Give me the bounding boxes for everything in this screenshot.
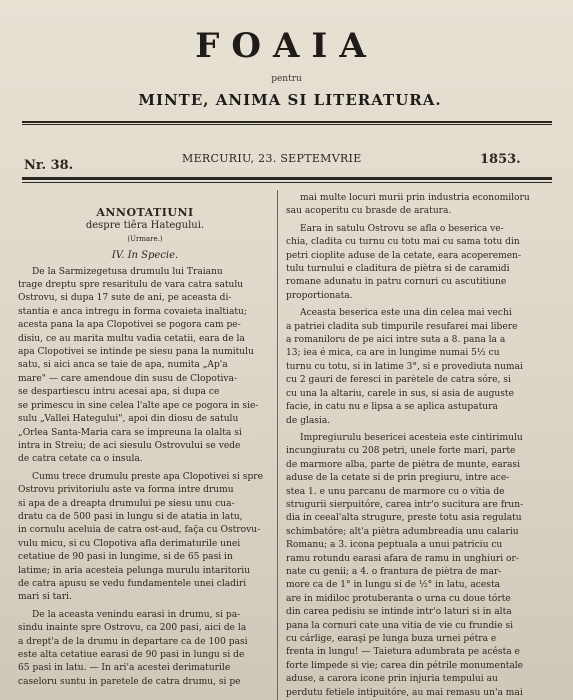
text-line: perdutu fetiele intipuitóre, au mai remasu un'a mai bbox=[286, 687, 523, 698]
text-line: 65 pasi in latu. — In ari'a acestei derimaturile bbox=[18, 663, 231, 674]
paragraph bbox=[286, 192, 540, 219]
text-line: apa Clopotivei se intinde pe siesu pana la numitulu bbox=[18, 347, 254, 358]
text-line: Eara in satulu Ostrovu se afla o beserica ve- bbox=[300, 223, 504, 234]
text-line: strugurii sierpuitóre, carea intr'o sucitura are frun- bbox=[286, 499, 524, 510]
text-line: latime; in aria acesteia pelunga murulu intaritoriu bbox=[18, 565, 250, 576]
issue-date: MERCURIU, 23. SEPTEMVRIE bbox=[182, 152, 362, 165]
text-line: intra in Streiu; de aci siesulu Ostrovului se vede bbox=[18, 440, 241, 451]
text-line: sau acoperitu cu brasde de aratura. bbox=[286, 206, 452, 217]
text-line: tulu turnului e claditura de piètra si de caramidi bbox=[286, 264, 510, 275]
text-line: petri cioplite aduse de la cetate, eara acoperemen- bbox=[286, 250, 522, 261]
text-line: De la Sarmizegetusa drumulu lui Traianu bbox=[32, 266, 223, 277]
left-column bbox=[18, 206, 272, 689]
text-line: sindu inainte spre Ostrovu, ca 200 pasi, aici de la bbox=[18, 623, 247, 634]
article-heading: ANNOTATIUNI bbox=[96, 206, 194, 219]
text-line: incungiuratu cu 208 petri, unele forte mari, parte bbox=[286, 446, 516, 457]
text-line: proportionata. bbox=[286, 290, 353, 301]
text-line: trage dreptu spre resaritulu de vara catra satulu bbox=[18, 280, 244, 291]
text-line: romane adunatu in patru cornuri cu ascutitiune bbox=[286, 277, 507, 288]
text-line: mare" — care amendoue din susu de Clopotiva- bbox=[18, 373, 238, 384]
text-line: dratu ca de 500 pasi in lungu si de atatia in latu, bbox=[18, 511, 243, 522]
article-subheading: despre tiêra Hategului. bbox=[85, 220, 205, 232]
text-line: si apa de a dreapta drumului pe siesu unu cua- bbox=[18, 498, 235, 509]
text-line: forte limpede si vie; carea din pétrile monumentale bbox=[286, 660, 524, 671]
text-line: se primescu in sine celea l'alte ape ce pogora in sie- bbox=[18, 400, 259, 411]
text-line: schimbatóre; alt'a piètra adumbreadia unu calariu bbox=[286, 526, 519, 537]
header-rule bbox=[22, 177, 552, 180]
right-body bbox=[286, 192, 540, 700]
text-line: nate cu genii; a 4. o frantura de piètra de mar- bbox=[286, 566, 502, 577]
paragraph bbox=[18, 471, 272, 605]
masthead-rule-thin bbox=[22, 124, 552, 125]
column-divider bbox=[277, 190, 278, 700]
masthead-title: FOAIA bbox=[195, 26, 378, 66]
header-rule-thin bbox=[22, 182, 552, 183]
text-line: cu una la altariu, carele in sus, si asia de auguste bbox=[286, 388, 514, 399]
text-line: facie, in catu nu e lipsa a se aplica astupatura bbox=[286, 402, 498, 413]
text-line: Aceasta beserica este una din celea mai vechi bbox=[300, 308, 512, 319]
text-line: mai multe locuri murii prin industria economiloru bbox=[300, 193, 530, 203]
text-line: a romaniloru de pe aici intre suta a 8. pana la a bbox=[286, 335, 506, 346]
text-line: chia, cladita cu turnu cu totu mai cu sama totu din bbox=[286, 237, 520, 248]
text-line: este alta cetatiue earasi de 90 pasi in lungu si de bbox=[18, 650, 245, 660]
text-line: vulu micu, si cu Clopotiva afla derimaturile unei bbox=[18, 538, 241, 549]
text-line: are in midiloc protuberanta o urna cu doue tórte bbox=[286, 593, 511, 604]
text-line: aduse de la cetate si de prin pregiuru, intre ace- bbox=[286, 473, 510, 484]
text-line: cu cárlige, earaşi pe lunga buza urnei pétra e bbox=[286, 634, 497, 644]
masthead-pentru: pentru bbox=[271, 74, 302, 84]
text-line: din carea pedisiu se intinde intr'o laturi si in alta bbox=[286, 607, 512, 618]
text-line: a patriei cladita sub timpurile resufarei mai libere bbox=[286, 321, 518, 332]
text-line: a drept'a de la drumu in departare ca de 100 pasi bbox=[18, 636, 248, 647]
paragraph bbox=[286, 432, 540, 700]
article-section: IV. In Specie. bbox=[111, 250, 179, 262]
text-line: aduse, a carora icone prin injuria tempului au bbox=[286, 674, 498, 685]
text-line: Romanu; a 3. icona peptuala a unui patriciu cu bbox=[286, 540, 503, 551]
text-line: Ostrovu privitoriulu aste va forma intre drumu bbox=[18, 485, 234, 496]
issue-year: 1853. bbox=[480, 152, 521, 167]
text-line: mari si tari. bbox=[18, 592, 72, 603]
text-line: turnu cu totu, si in latime 3°, si e provediuta numai bbox=[286, 361, 523, 372]
text-line: „Orlea Santa-Maria cara se impreuna la olalta si bbox=[18, 427, 242, 438]
text-line: ramu rotundu earasi afara de ramu in unghiuri or- bbox=[286, 553, 519, 564]
text-line: pana la cornuri cate una vitia de vie cu frundie si bbox=[286, 620, 514, 631]
text-line: De la aceasta venindu earasi in drumu, si pa- bbox=[32, 609, 241, 620]
text-line: stea 1. e unu parcanu de marmore cu o vitia de bbox=[286, 486, 505, 497]
text-line: disiu, ce au marita multu vadia cetatii, eara de la bbox=[18, 333, 245, 344]
text-line: sulu „Vallei Hategului", apoi din diosu de satulu bbox=[18, 414, 239, 425]
text-line: in cornulu aceluia de catra ost-aud, faç̆a cu Ostrovu- bbox=[18, 525, 261, 536]
text-line: acesta pana la apa Clopotivei se pogora cam pe- bbox=[18, 320, 241, 331]
text-line: Impregiurulu besericei acesteia este cintirimulu bbox=[300, 432, 523, 443]
text-line: de catra cetate ca o insula. bbox=[18, 454, 143, 465]
issue-number: Nr. 38. bbox=[24, 158, 74, 173]
text-line: se despartiescu intru acesai apa, si dupa ce bbox=[18, 387, 220, 398]
text-line: stantia e anca intregu in forma covaieta inaltiatu; bbox=[18, 306, 247, 317]
text-line: Ostrovu, si dupa 17 sute de ani, pe aceasta di- bbox=[18, 293, 232, 304]
paragraph bbox=[18, 609, 272, 689]
text-line: cu 2 gauri de feresci in parètele de catra sóre, si bbox=[286, 375, 511, 386]
text-line: de marmore alba, parte de piètra de munte, earasi bbox=[286, 459, 520, 470]
text-line: dia in ceeal'alta strugure, preste totu asia regulatu bbox=[286, 513, 522, 524]
text-line: cetatiue de 90 pasi in lungime, si de 65 pasi in bbox=[18, 552, 233, 563]
paragraph bbox=[18, 266, 272, 467]
text-line: 13; iea é mica, ca are in lungime numai 5½ cu bbox=[286, 348, 500, 359]
text-line: satu, si aici anca se taie de apa, numita „Ap'a bbox=[18, 360, 228, 371]
masthead-subtitle: MINTE, ANIMA SI LITERATURA. bbox=[138, 91, 442, 109]
left-body bbox=[18, 266, 272, 690]
text-line: more ca de 1° in lungu si de ½° in latu, acesta bbox=[286, 580, 501, 591]
text-line: Cumu trece drumulu preste apa Clopotivei si spre bbox=[32, 471, 263, 482]
paragraph bbox=[286, 223, 540, 303]
text-line: caseloru suntu in paretele de catra drumu, si pe bbox=[18, 676, 241, 687]
text-line: de catra apusu se vedu fundamentele unei cladiri bbox=[18, 578, 247, 589]
right-column bbox=[286, 192, 540, 700]
text-line: de glasia. bbox=[286, 415, 331, 426]
paragraph bbox=[286, 307, 540, 428]
masthead-rule bbox=[22, 121, 552, 123]
article-continued: (Urmare.) bbox=[127, 234, 163, 243]
text-line: frenta in lungu! — Taietura adumbrata pe acésta e bbox=[286, 647, 520, 658]
